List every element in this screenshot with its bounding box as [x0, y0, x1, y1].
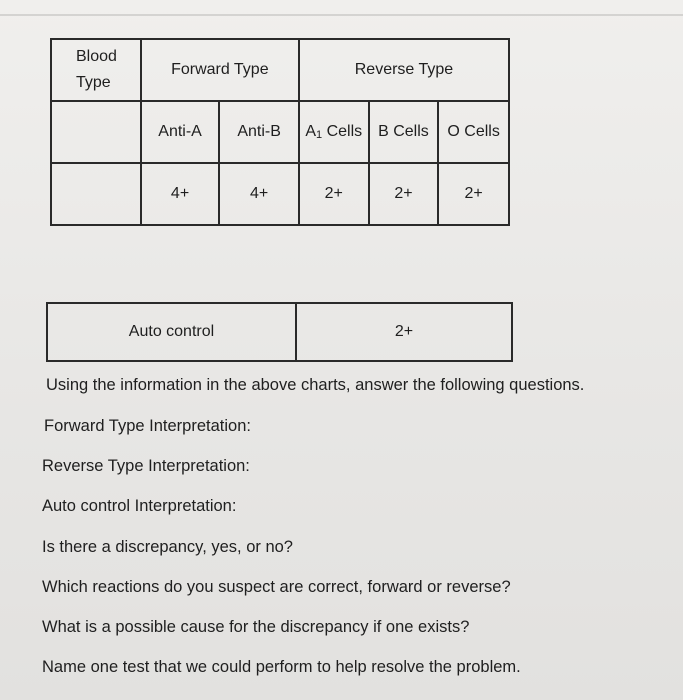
- forward-type-question: Forward Type Interpretation:: [44, 417, 251, 435]
- a1-cells-header: [299, 101, 369, 163]
- table-header-row: [51, 39, 509, 101]
- anti-b-header: Anti-B: [219, 101, 299, 163]
- o-cells-header: O Cells: [438, 101, 509, 163]
- resolution-test-question: Name one test that we could perform to help resolve the problem.: [42, 658, 521, 676]
- instructions-text: Using the information in the above charts, answer the following questions.: [46, 376, 585, 394]
- reverse-type-question: Reverse Type Interpretation:: [42, 457, 250, 475]
- a1-cells-prefix: A: [305, 123, 317, 140]
- correct-reaction-question: Which reactions do you suspect are correct, forward or reverse?: [42, 578, 511, 596]
- reverse-type-header: Reverse Type: [299, 39, 509, 101]
- table-column-row: [51, 101, 509, 163]
- anti-b-result: 4+: [219, 163, 299, 225]
- table-row: [51, 163, 509, 225]
- table-row: [47, 303, 512, 361]
- a1-cells-subscript: 1: [316, 129, 323, 141]
- blood-type-header: Blood Type: [51, 39, 141, 101]
- o-cells-result: 2+: [438, 163, 509, 225]
- a1-cells-result: 2+: [299, 163, 369, 225]
- b-cells-header: B Cells: [369, 101, 439, 163]
- anti-a-header: Anti-A: [141, 101, 220, 163]
- blood-typing-table: [50, 38, 510, 226]
- page-edge-line: [0, 14, 683, 16]
- auto-control-table: [46, 302, 513, 362]
- forward-type-header: Forward Type: [141, 39, 299, 101]
- anti-a-result: 4+: [141, 163, 220, 225]
- b-cells-result: 2+: [369, 163, 439, 225]
- auto-control-value: 2+: [296, 303, 512, 361]
- auto-control-label: Auto control: [47, 303, 296, 361]
- discrepancy-question: Is there a discrepancy, yes, or no?: [42, 538, 293, 556]
- blank-cell: [51, 101, 141, 163]
- auto-control-question: Auto control Interpretation:: [42, 497, 237, 515]
- discrepancy-cause-question: What is a possible cause for the discrepancy if one exists?: [42, 618, 470, 636]
- a1-cells-suffix: Cells: [322, 123, 363, 140]
- blank-cell: [51, 163, 141, 225]
